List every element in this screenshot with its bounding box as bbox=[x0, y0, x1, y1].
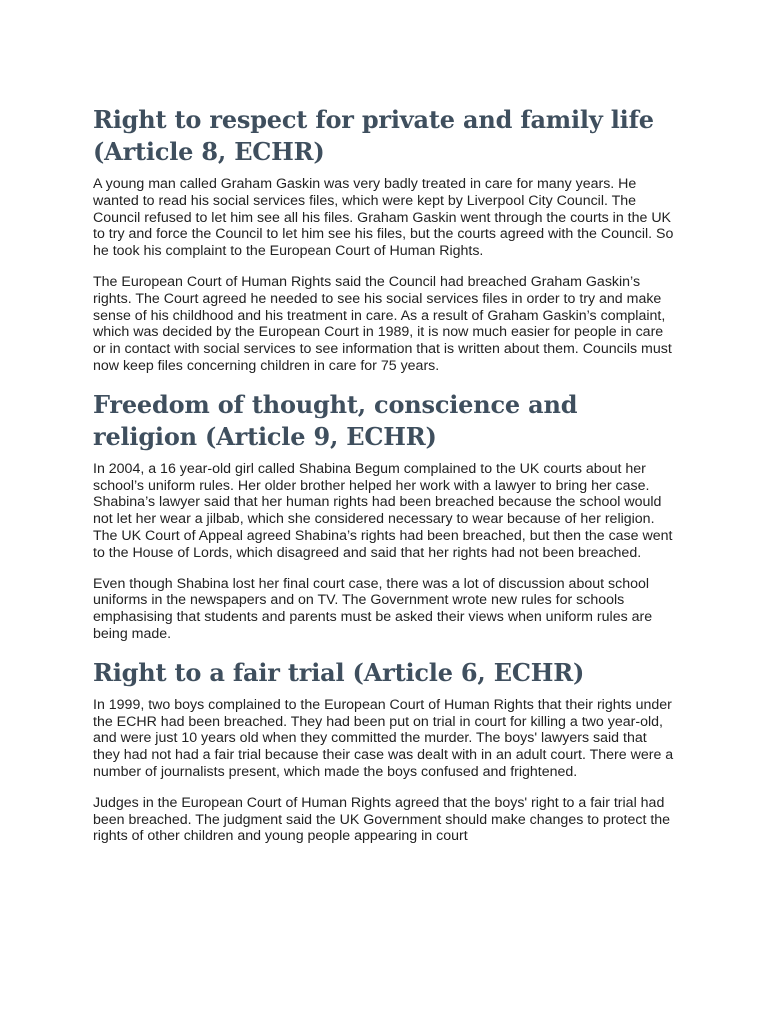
section-article-9 bbox=[93, 389, 675, 643]
section-article-8 bbox=[93, 104, 675, 375]
section-heading: Right to respect for private and family life (Article 8, ECHR) bbox=[93, 105, 654, 166]
paragraph: In 1999, two boys complained to the European Court of Human Rights that their rights under the ECHR had been breached. They had been put on trial in court for killing a two year-old, and were just 10 years old when they committed the murder. The boys' lawyers said that they had not had a fair trial because their case was dealt with in an adult court. There were a number of journalists present, which made the boys confused and frightened. bbox=[93, 696, 674, 780]
paragraph: In 2004, a 16 year-old girl called Shabina Begum complained to the UK courts about her school’s uniform rules. Her older brother helped her work with a lawyer to bring her case. Shabina’s lawyer said that her human rights had been breached because the school would not let her wear a jilbab, which she considered necessary to wear because of her religion. The UK Court of Appeal agreed Shabina’s rights had been breached, but then the case went to the House of Lords, which disagreed and said that her rights had not been breached. bbox=[93, 460, 673, 561]
section-heading: Right to a fair trial (Article 6, ECHR) bbox=[93, 657, 585, 687]
paragraph: A young man called Graham Gaskin was very badly treated in care for many years. He wanted to read his social services files, which were kept by Liverpool City Council. The Council refused to let him see all his files. Graham Gaskin went through the courts in the UK to try and force the Council to let him see his files, but the courts agreed with the Council. So he took his complaint to the European Court of Human Rights. bbox=[93, 176, 674, 260]
section-article-6 bbox=[93, 657, 675, 845]
document-page bbox=[93, 104, 675, 859]
paragraph: The European Court of Human Rights said the Council had breached Graham Gaskin’s rights. The Court agreed he needed to see his social services files in order to try and make sense of his childhood and his treatment in care. As a result of Graham Gaskin’s complaint, which was decided by the European Court in 1989, it is now much easier for people in care or in contact with social services to see information that is written about them. Councils must now keep files concerning children in care for 75 years. bbox=[93, 273, 672, 374]
section-heading: Freedom of thought, conscience and religion (Article 9, ECHR) bbox=[93, 389, 578, 451]
paragraph: Judges in the European Court of Human Rights agreed that the boys' right to a fair trial had been breached. The judgment said the UK Government should make changes to protect the rights of other children and young people appearing in court bbox=[93, 794, 671, 845]
paragraph: Even though Shabina lost her final court case, there was a lot of discussion about school uniforms in the newspapers and on TV. The Government wrote new rules for schools emphasising that students and parents must be asked their views when uniform rules are being made. bbox=[93, 575, 653, 642]
